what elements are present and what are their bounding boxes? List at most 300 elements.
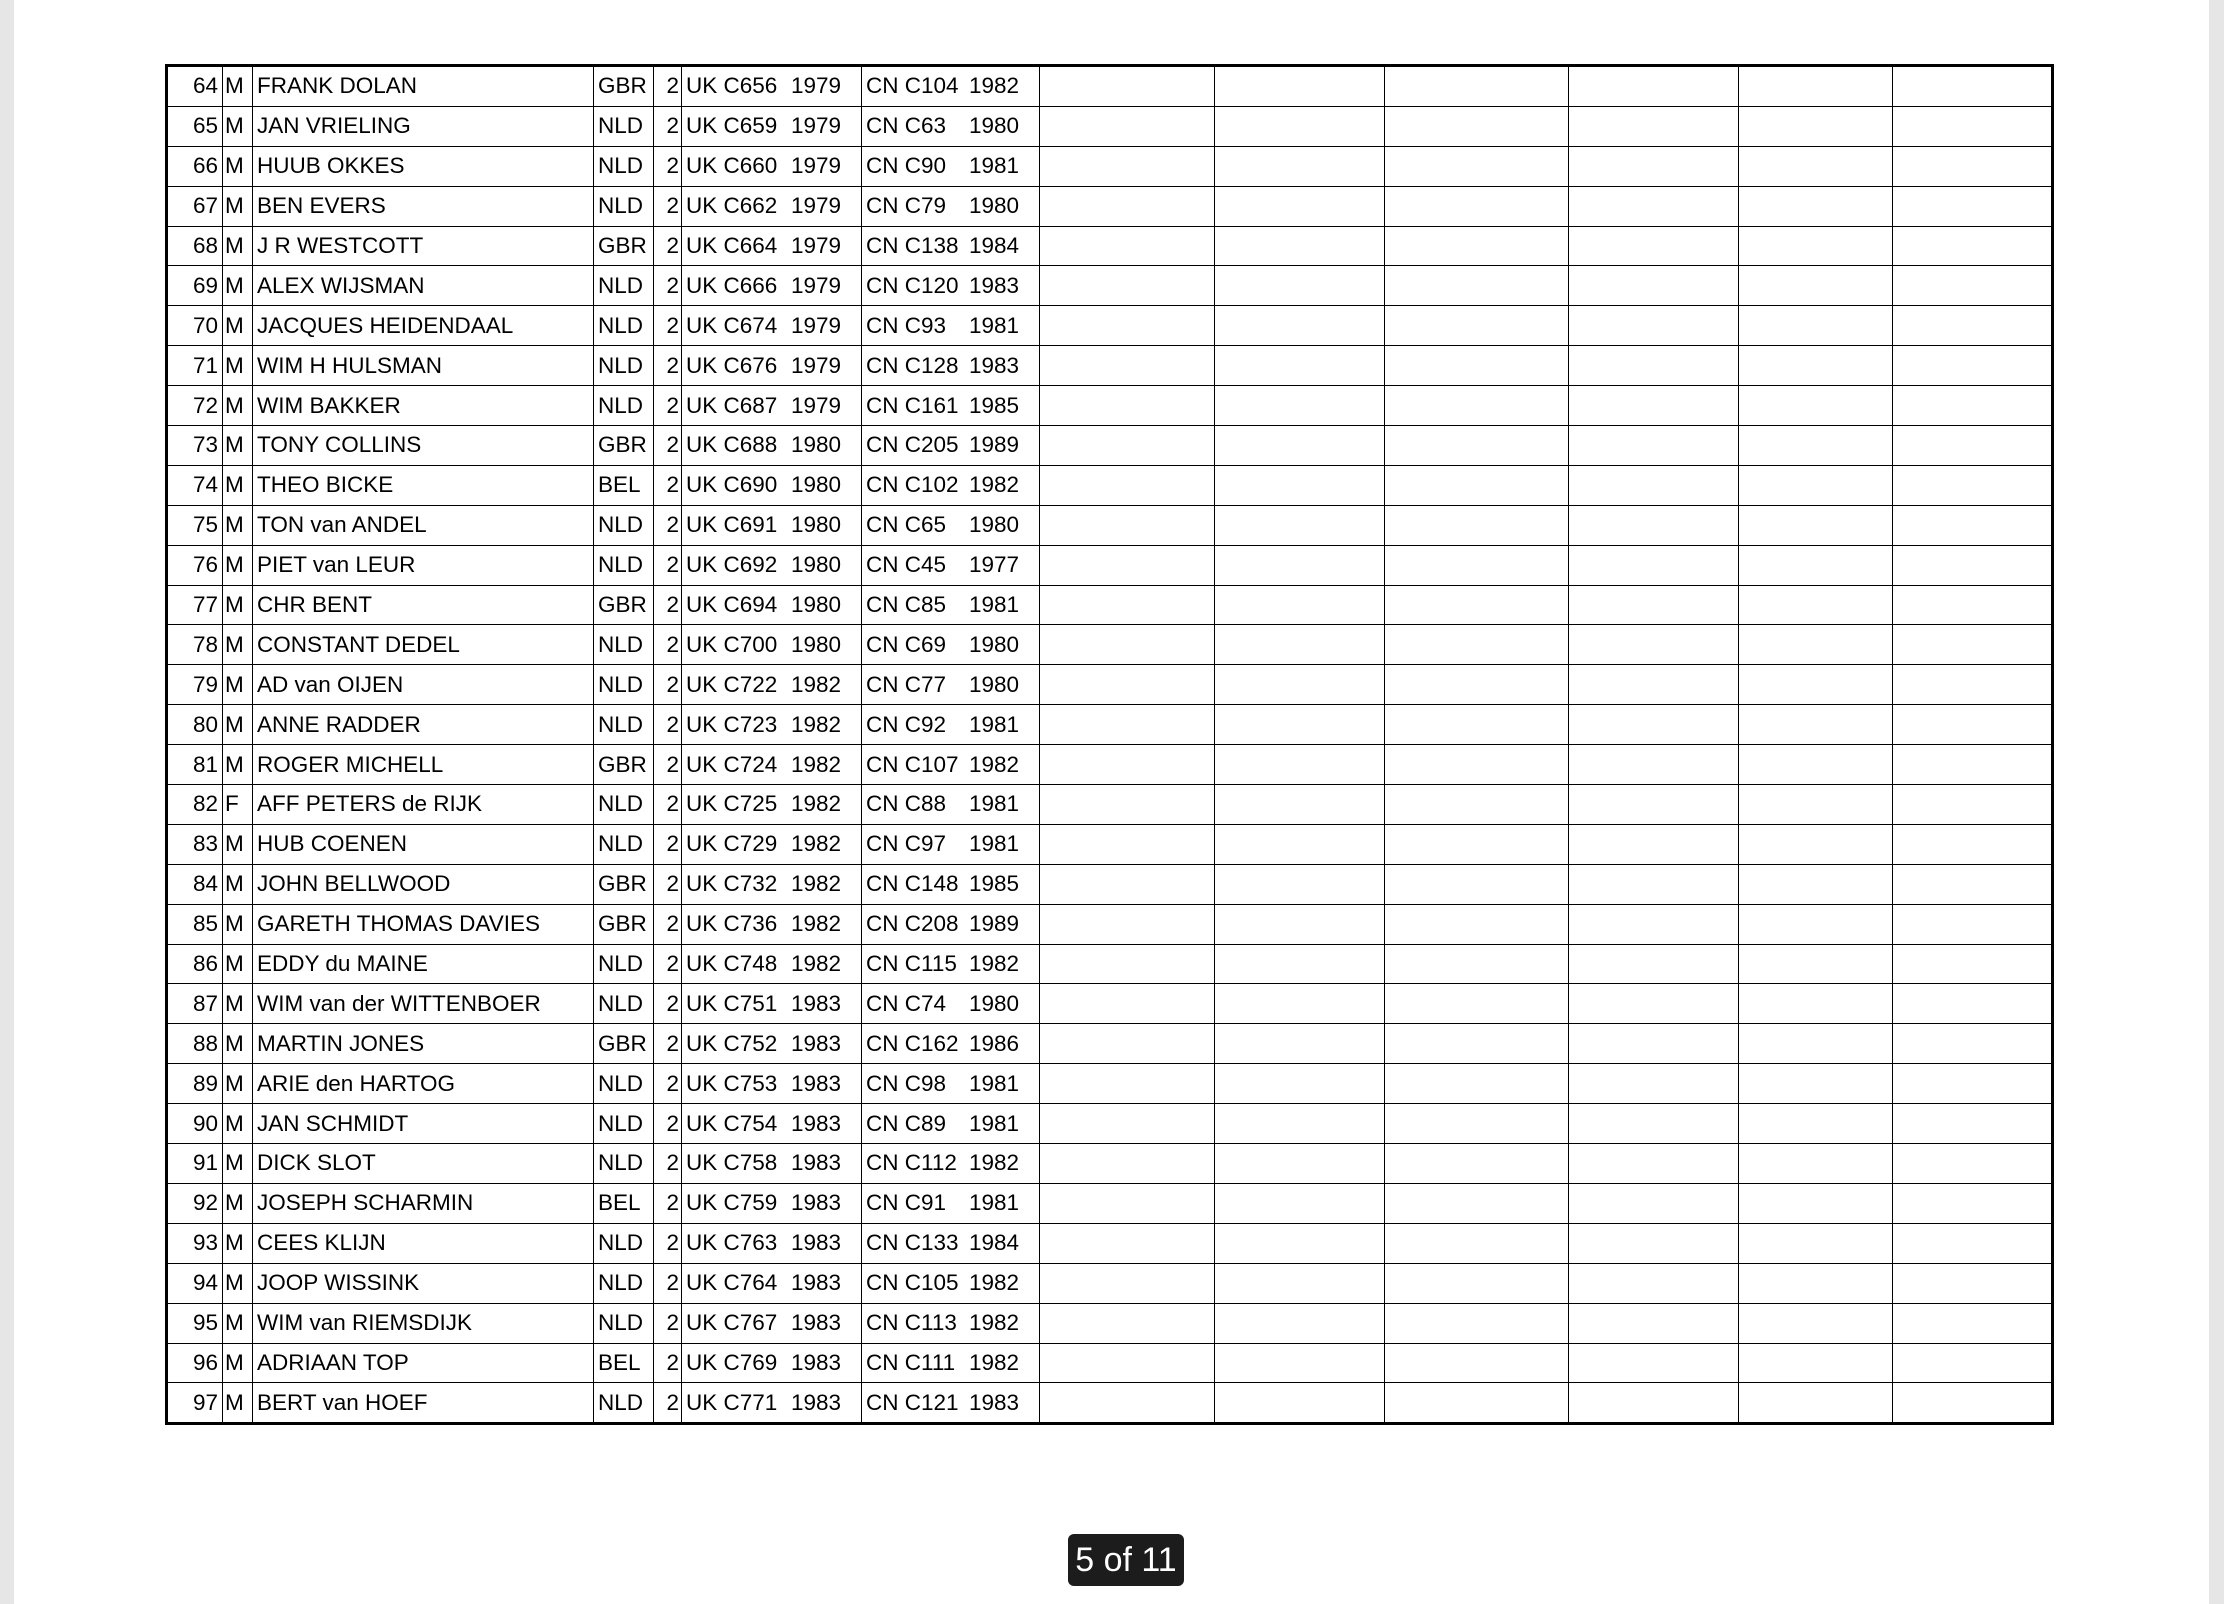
empty-cell	[1040, 1263, 1215, 1303]
row-number: 80	[167, 705, 223, 745]
row-number: 78	[167, 625, 223, 665]
uk-code: UK C666	[686, 272, 778, 298]
cn-code: CN C63	[866, 113, 947, 139]
table-row	[167, 1144, 2053, 1184]
uk-code: UK C732	[686, 871, 778, 897]
empty-cell	[1569, 545, 1739, 585]
empty-cell	[1569, 824, 1739, 864]
row-number: 79	[167, 665, 223, 705]
table-row	[167, 585, 2053, 625]
empty-cell	[1893, 505, 2053, 545]
empty-cell	[1569, 1383, 1739, 1424]
uk-code: UK C758	[686, 1150, 778, 1176]
cn-year: 1980	[969, 193, 1020, 219]
row-number: 70	[167, 306, 223, 346]
uk-year: 1979	[791, 352, 842, 378]
cn-cell	[862, 505, 1040, 545]
empty-cell	[1215, 226, 1385, 266]
cn-cell	[862, 146, 1040, 186]
uk-cell	[682, 1263, 862, 1303]
country-cell: BEL	[594, 1343, 654, 1383]
country-cell: BEL	[594, 465, 654, 505]
empty-cell	[1893, 1343, 2053, 1383]
empty-cell	[1893, 266, 2053, 306]
name-cell: J R WESTCOTT	[253, 226, 594, 266]
empty-cell	[1893, 1383, 2053, 1424]
uk-year: 1983	[791, 1110, 842, 1136]
empty-cell	[1385, 66, 1569, 107]
uk-year: 1983	[791, 1030, 842, 1056]
table-row	[167, 146, 2053, 186]
cn-year: 1980	[969, 631, 1020, 657]
cn-code: CN C92	[866, 711, 947, 737]
cn-code: CN C77	[866, 671, 947, 697]
empty-cell	[1893, 944, 2053, 984]
empty-cell	[1893, 1263, 2053, 1303]
country-cell: GBR	[594, 1024, 654, 1064]
cn-cell	[862, 1183, 1040, 1223]
cn-cell	[862, 1064, 1040, 1104]
level-cell: 2	[654, 226, 682, 266]
cn-year: 1989	[969, 911, 1020, 937]
name-cell: AD van OIJEN	[253, 665, 594, 705]
empty-cell	[1215, 146, 1385, 186]
name-cell: BEN EVERS	[253, 186, 594, 226]
country-cell: GBR	[594, 904, 654, 944]
level-cell: 2	[654, 1024, 682, 1064]
table-row	[167, 186, 2053, 226]
empty-cell	[1739, 66, 1893, 107]
level-cell: 2	[654, 106, 682, 146]
cn-code: CN C85	[866, 592, 947, 618]
sex-cell: M	[223, 1104, 253, 1144]
table-row	[167, 1064, 2053, 1104]
uk-code: UK C662	[686, 193, 778, 219]
table-row	[167, 864, 2053, 904]
uk-year: 1980	[791, 432, 842, 458]
table-row	[167, 1303, 2053, 1343]
table-row	[167, 1183, 2053, 1223]
cn-year: 1980	[969, 671, 1020, 697]
empty-cell	[1893, 66, 2053, 107]
level-cell: 2	[654, 1183, 682, 1223]
level-cell: 2	[654, 306, 682, 346]
uk-cell	[682, 1343, 862, 1383]
row-number: 95	[167, 1303, 223, 1343]
uk-code: UK C700	[686, 631, 778, 657]
name-cell: PIET van LEUR	[253, 545, 594, 585]
table-row	[167, 1024, 2053, 1064]
empty-cell	[1215, 266, 1385, 306]
empty-cell	[1215, 1223, 1385, 1263]
row-number: 84	[167, 864, 223, 904]
uk-cell	[682, 585, 862, 625]
country-cell: NLD	[594, 1144, 654, 1184]
cn-year: 1981	[969, 791, 1020, 817]
cn-year: 1982	[969, 73, 1020, 99]
cn-cell	[862, 625, 1040, 665]
empty-cell	[1739, 1104, 1893, 1144]
empty-cell	[1385, 386, 1569, 426]
level-cell: 2	[654, 864, 682, 904]
cn-code: CN C115	[866, 951, 957, 977]
uk-code: UK C656	[686, 73, 778, 99]
uk-code: UK C687	[686, 392, 778, 418]
uk-code: UK C764	[686, 1270, 778, 1296]
empty-cell	[1385, 984, 1569, 1024]
uk-year: 1982	[791, 951, 842, 977]
cn-cell	[862, 465, 1040, 505]
empty-cell	[1040, 1223, 1215, 1263]
name-cell: WIM H HULSMAN	[253, 346, 594, 386]
empty-cell	[1893, 545, 2053, 585]
uk-code: UK C660	[686, 153, 778, 179]
cn-year: 1983	[969, 1389, 1020, 1415]
empty-cell	[1739, 904, 1893, 944]
name-cell: HUUB OKKES	[253, 146, 594, 186]
cn-code: CN C45	[866, 552, 947, 578]
empty-cell	[1569, 785, 1739, 825]
empty-cell	[1739, 1343, 1893, 1383]
uk-year: 1983	[791, 1349, 842, 1375]
table-row	[167, 1383, 2053, 1424]
uk-year: 1982	[791, 871, 842, 897]
cn-year: 1983	[969, 352, 1020, 378]
sex-cell: M	[223, 426, 253, 466]
name-cell: ALEX WIJSMAN	[253, 266, 594, 306]
empty-cell	[1215, 984, 1385, 1024]
level-cell: 2	[654, 1104, 682, 1144]
table-row	[167, 944, 2053, 984]
empty-cell	[1215, 1064, 1385, 1104]
empty-cell	[1739, 226, 1893, 266]
uk-code: UK C724	[686, 751, 778, 777]
uk-code: UK C688	[686, 432, 778, 458]
level-cell: 2	[654, 705, 682, 745]
empty-cell	[1385, 266, 1569, 306]
uk-cell	[682, 1183, 862, 1223]
empty-cell	[1569, 705, 1739, 745]
sex-cell: M	[223, 1024, 253, 1064]
uk-cell	[682, 1223, 862, 1263]
table-row	[167, 426, 2053, 466]
cn-code: CN C90	[866, 153, 947, 179]
cn-code: CN C107	[866, 751, 959, 777]
country-cell: GBR	[594, 864, 654, 904]
empty-cell	[1893, 306, 2053, 346]
page-indicator: 5 of 11	[1068, 1534, 1184, 1586]
empty-cell	[1739, 186, 1893, 226]
empty-cell	[1385, 665, 1569, 705]
uk-year: 1980	[791, 552, 842, 578]
empty-cell	[1215, 1144, 1385, 1184]
empty-cell	[1040, 665, 1215, 705]
empty-cell	[1569, 1263, 1739, 1303]
uk-code: UK C692	[686, 552, 778, 578]
sex-cell: M	[223, 1144, 253, 1184]
country-cell: NLD	[594, 824, 654, 864]
cn-cell	[862, 266, 1040, 306]
empty-cell	[1385, 785, 1569, 825]
empty-cell	[1040, 146, 1215, 186]
sex-cell: M	[223, 306, 253, 346]
name-cell: ARIE den HARTOG	[253, 1064, 594, 1104]
uk-year: 1979	[791, 153, 842, 179]
empty-cell	[1569, 1024, 1739, 1064]
empty-cell	[1385, 1303, 1569, 1343]
empty-cell	[1215, 1343, 1385, 1383]
uk-cell	[682, 824, 862, 864]
sex-cell: M	[223, 1263, 253, 1303]
uk-cell	[682, 944, 862, 984]
empty-cell	[1040, 1144, 1215, 1184]
row-number: 93	[167, 1223, 223, 1263]
name-cell: FRANK DOLAN	[253, 66, 594, 107]
country-cell: NLD	[594, 665, 654, 705]
empty-cell	[1739, 1144, 1893, 1184]
level-cell: 2	[654, 944, 682, 984]
uk-year: 1982	[791, 671, 842, 697]
uk-code: UK C759	[686, 1190, 778, 1216]
uk-cell	[682, 1144, 862, 1184]
uk-cell	[682, 226, 862, 266]
row-number: 65	[167, 106, 223, 146]
empty-cell	[1569, 1064, 1739, 1104]
uk-code: UK C769	[686, 1349, 778, 1375]
uk-year: 1979	[791, 312, 842, 338]
cn-cell	[862, 984, 1040, 1024]
table-row	[167, 545, 2053, 585]
empty-cell	[1569, 665, 1739, 705]
uk-code: UK C736	[686, 911, 778, 937]
empty-cell	[1040, 386, 1215, 426]
empty-cell	[1739, 745, 1893, 785]
empty-cell	[1385, 1223, 1569, 1263]
sex-cell: M	[223, 864, 253, 904]
empty-cell	[1739, 984, 1893, 1024]
level-cell: 2	[654, 665, 682, 705]
cn-year: 1981	[969, 711, 1020, 737]
empty-cell	[1040, 1383, 1215, 1424]
cn-cell	[862, 1104, 1040, 1144]
empty-cell	[1569, 1343, 1739, 1383]
empty-cell	[1215, 106, 1385, 146]
country-cell: NLD	[594, 146, 654, 186]
empty-cell	[1385, 1263, 1569, 1303]
empty-cell	[1569, 186, 1739, 226]
level-cell: 2	[654, 505, 682, 545]
empty-cell	[1385, 545, 1569, 585]
empty-cell	[1215, 346, 1385, 386]
empty-cell	[1739, 346, 1893, 386]
empty-cell	[1385, 505, 1569, 545]
empty-cell	[1739, 1303, 1893, 1343]
country-cell: GBR	[594, 745, 654, 785]
empty-cell	[1569, 426, 1739, 466]
uk-cell	[682, 505, 862, 545]
name-cell: CEES KLIJN	[253, 1223, 594, 1263]
row-number: 90	[167, 1104, 223, 1144]
row-number: 66	[167, 146, 223, 186]
uk-year: 1982	[791, 751, 842, 777]
empty-cell	[1893, 864, 2053, 904]
level-cell: 2	[654, 904, 682, 944]
empty-cell	[1215, 186, 1385, 226]
sex-cell: M	[223, 1183, 253, 1223]
sex-cell: M	[223, 745, 253, 785]
level-cell: 2	[654, 1343, 682, 1383]
cn-code: CN C79	[866, 193, 947, 219]
row-number: 94	[167, 1263, 223, 1303]
row-number: 96	[167, 1343, 223, 1383]
name-cell: TON van ANDEL	[253, 505, 594, 545]
empty-cell	[1215, 944, 1385, 984]
empty-cell	[1215, 1024, 1385, 1064]
uk-cell	[682, 785, 862, 825]
sex-cell: M	[223, 1223, 253, 1263]
cn-year: 1982	[969, 1310, 1020, 1336]
cn-cell	[862, 426, 1040, 466]
cn-code: CN C120	[866, 272, 959, 298]
table-row	[167, 306, 2053, 346]
empty-cell	[1040, 705, 1215, 745]
empty-cell	[1215, 904, 1385, 944]
row-number: 68	[167, 226, 223, 266]
row-number: 86	[167, 944, 223, 984]
empty-cell	[1040, 1183, 1215, 1223]
cn-code: CN C74	[866, 990, 947, 1016]
cn-code: CN C112	[866, 1150, 957, 1176]
row-number: 81	[167, 745, 223, 785]
country-cell: NLD	[594, 106, 654, 146]
empty-cell	[1569, 346, 1739, 386]
name-cell: ROGER MICHELL	[253, 745, 594, 785]
empty-cell	[1385, 1064, 1569, 1104]
empty-cell	[1893, 904, 2053, 944]
uk-cell	[682, 346, 862, 386]
level-cell: 2	[654, 266, 682, 306]
level-cell: 2	[654, 1064, 682, 1104]
empty-cell	[1569, 864, 1739, 904]
level-cell: 2	[654, 984, 682, 1024]
table-row	[167, 984, 2053, 1024]
empty-cell	[1040, 1024, 1215, 1064]
sex-cell: M	[223, 505, 253, 545]
cn-year: 1983	[969, 272, 1020, 298]
table-row	[167, 1223, 2053, 1263]
country-cell: NLD	[594, 705, 654, 745]
cn-year: 1982	[969, 751, 1020, 777]
uk-year: 1980	[791, 512, 842, 538]
name-cell: JAN VRIELING	[253, 106, 594, 146]
empty-cell	[1385, 944, 1569, 984]
name-cell: HUB COENEN	[253, 824, 594, 864]
uk-cell	[682, 146, 862, 186]
empty-cell	[1739, 864, 1893, 904]
level-cell: 2	[654, 426, 682, 466]
empty-cell	[1893, 665, 2053, 705]
cn-year: 1981	[969, 1110, 1020, 1136]
uk-code: UK C729	[686, 831, 778, 857]
empty-cell	[1893, 1223, 2053, 1263]
name-cell: WIM van RIEMSDIJK	[253, 1303, 594, 1343]
empty-cell	[1385, 585, 1569, 625]
uk-code: UK C664	[686, 233, 778, 258]
row-number: 72	[167, 386, 223, 426]
empty-cell	[1569, 106, 1739, 146]
sex-cell: M	[223, 625, 253, 665]
empty-cell	[1893, 1104, 2053, 1144]
table-row	[167, 266, 2053, 306]
cn-year: 1981	[969, 1070, 1020, 1096]
cn-year: 1981	[969, 831, 1020, 857]
uk-cell	[682, 1024, 862, 1064]
empty-cell	[1385, 426, 1569, 466]
row-number: 73	[167, 426, 223, 466]
country-cell: NLD	[594, 1383, 654, 1424]
country-cell: NLD	[594, 1303, 654, 1343]
row-number: 74	[167, 465, 223, 505]
cn-code: CN C105	[866, 1270, 959, 1296]
table-row	[167, 705, 2053, 745]
uk-year: 1983	[791, 1230, 842, 1256]
cn-code: CN C69	[866, 631, 947, 657]
cn-cell	[862, 705, 1040, 745]
table-row	[167, 785, 2053, 825]
sex-cell: M	[223, 66, 253, 107]
empty-cell	[1569, 1144, 1739, 1184]
row-number: 71	[167, 346, 223, 386]
uk-cell	[682, 106, 862, 146]
sex-cell: M	[223, 1343, 253, 1383]
level-cell: 2	[654, 545, 682, 585]
uk-cell	[682, 1303, 862, 1343]
empty-cell	[1739, 266, 1893, 306]
row-number: 87	[167, 984, 223, 1024]
uk-cell	[682, 1064, 862, 1104]
empty-cell	[1385, 625, 1569, 665]
empty-cell	[1040, 1064, 1215, 1104]
uk-cell	[682, 465, 862, 505]
level-cell: 2	[654, 1144, 682, 1184]
table-body	[167, 66, 2053, 1424]
empty-cell	[1569, 1223, 1739, 1263]
level-cell: 2	[654, 585, 682, 625]
cn-year: 1981	[969, 592, 1020, 618]
uk-code: UK C754	[686, 1110, 778, 1136]
table-row	[167, 66, 2053, 107]
uk-year: 1980	[791, 472, 842, 498]
cn-code: CN C133	[866, 1230, 959, 1256]
row-number: 91	[167, 1144, 223, 1184]
cn-cell	[862, 1303, 1040, 1343]
empty-cell	[1040, 106, 1215, 146]
cn-year: 1982	[969, 951, 1020, 977]
uk-year: 1980	[791, 631, 842, 657]
uk-cell	[682, 66, 862, 107]
empty-cell	[1739, 785, 1893, 825]
level-cell: 2	[654, 1303, 682, 1343]
cn-cell	[862, 824, 1040, 864]
uk-cell	[682, 665, 862, 705]
sex-cell: M	[223, 585, 253, 625]
row-number: 88	[167, 1024, 223, 1064]
uk-code: UK C753	[686, 1070, 778, 1096]
empty-cell	[1893, 346, 2053, 386]
empty-cell	[1893, 984, 2053, 1024]
cn-code: CN C97	[866, 831, 947, 857]
empty-cell	[1739, 944, 1893, 984]
